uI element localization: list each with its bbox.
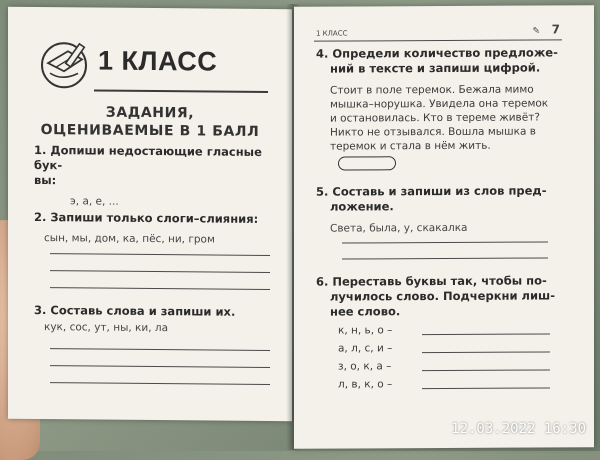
task-6-row: л, в, к, о – [338, 378, 393, 391]
task-3 [34, 303, 274, 337]
task-2-syllables: сын, мы, дом, ка, пёс, ни, гром [44, 232, 215, 246]
task-6 [316, 273, 578, 319]
task-6-row: к, н, ь, о – [338, 324, 393, 337]
grade-header [38, 37, 268, 95]
answer-line[interactable] [50, 348, 270, 351]
answer-line[interactable] [50, 287, 270, 290]
answer-line[interactable] [342, 257, 548, 259]
section-title-line1: ЗАДАНИЯ, [105, 104, 195, 122]
answer-line[interactable] [422, 387, 550, 389]
task-3-syllables: кук, сос, ут, ны, ки, ла [44, 321, 169, 335]
answer-line[interactable] [342, 241, 548, 243]
task-2 [34, 210, 274, 248]
task-3-question: 3. Составь слова и запиши их. [34, 302, 236, 319]
task-1 [34, 143, 274, 211]
task-5 [316, 183, 578, 236]
task-6-question-line1: 6. Переставь буквы так, чтобы по- [316, 273, 547, 289]
answer-line[interactable] [422, 351, 550, 353]
left-page [8, 7, 292, 421]
right-page [294, 5, 594, 449]
task-6-question-line3: нее слово. [330, 304, 401, 319]
header-underline [94, 90, 268, 94]
task-5-question-line2: ложение. [330, 199, 394, 214]
task-6-row: а, л, с, и – [338, 342, 393, 355]
answer-line[interactable] [50, 253, 270, 256]
task-5-words: Света, была, у, скакалка [330, 221, 468, 235]
answer-line[interactable] [50, 365, 270, 368]
answer-line[interactable] [422, 369, 550, 371]
running-head [314, 22, 562, 41]
answer-line[interactable] [422, 333, 550, 335]
story-line: и остановилась. Кто в тереме живёт? [330, 111, 540, 125]
task-4-story [330, 82, 580, 153]
answer-line[interactable] [50, 270, 270, 273]
story-line: теремок и стала в нём жить. [330, 139, 491, 153]
school-emblem-icon [38, 37, 90, 89]
task-4 [316, 45, 578, 76]
pencil-icon: ✎ [532, 26, 540, 37]
task-6-question-line2: лучилось слово. Подчеркни лиш- [330, 288, 555, 304]
page-number: 7 [551, 22, 560, 37]
task-5-question-line1: 5. Составь и запиши из слов пред- [316, 183, 547, 199]
task-6-row: з, о, к, а – [338, 360, 392, 373]
task-4-question-line2: ний в тексте и запиши цифрой. [330, 60, 541, 76]
story-line: Стоит в поле теремок. Бежала мимо [330, 83, 534, 97]
story-line: Никто не отзывался. Вошла мышка в [330, 125, 536, 139]
task-1-question-line2: вы: [34, 172, 57, 188]
running-head-grade: 1 КЛАСС [316, 29, 348, 38]
task-2-question: 2. Запиши только слоги–слияния: [34, 209, 259, 226]
answer-line[interactable] [50, 382, 270, 385]
grade-title: 1 КЛАСС [98, 45, 218, 77]
photo-timestamp: 12.03.2022 16:30 [451, 421, 586, 437]
section-title-line2: ОЦЕНИВАЕМЫЕ В 1 БАЛЛ [40, 122, 260, 140]
story-line: мышка–норушка. Увидела она теремок [330, 97, 549, 111]
task-4-question-line1: 4. Определи количество предложе- [316, 45, 558, 61]
answer-box[interactable] [338, 156, 396, 170]
section-title [8, 103, 292, 141]
task-1-question-line1: 1. Допиши недостающие гласные бук- [34, 142, 262, 173]
task-1-letters: э, а, е, ... [70, 195, 119, 208]
